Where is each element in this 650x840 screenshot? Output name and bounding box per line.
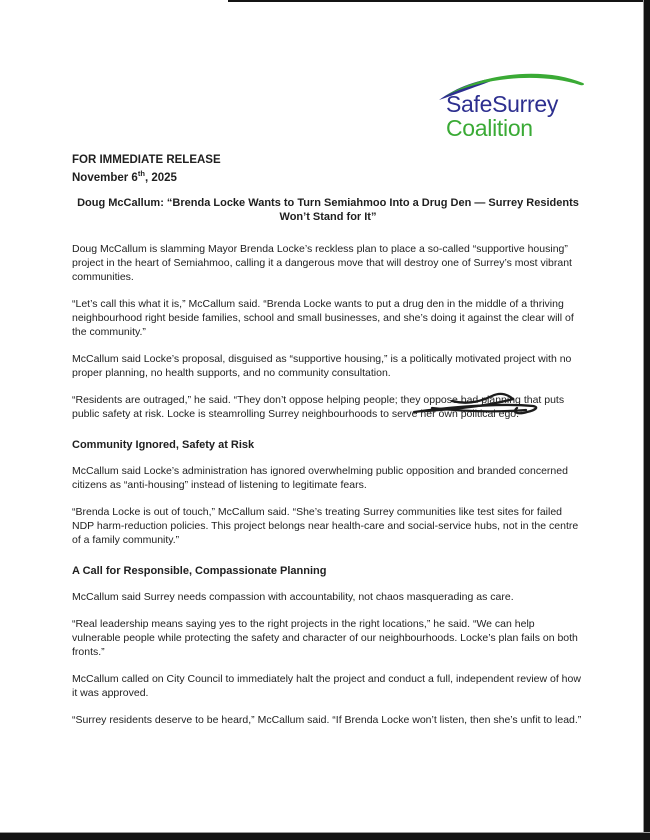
release-date-ordinal: th bbox=[137, 169, 145, 178]
page-edge-top bbox=[228, 0, 650, 2]
paragraph: “Residents are outraged,” he said. “They don’t oppose helping people; they oppose bad planning that puts public safety at risk. Locke is steamrolling Surrey neighbourhoods to serve her own political ego.” bbox=[72, 393, 565, 420]
logo-text-coalition: Coalition bbox=[446, 115, 533, 141]
paragraph: McCallum said Surrey needs compassion with accountability, not chaos masquerading as care. bbox=[72, 590, 514, 603]
section-heading-call-for-planning: A Call for Responsible, Compassionate Planning bbox=[72, 564, 327, 577]
paragraph: McCallum called on City Council to immediately halt the project and conduct a full, independent review of how it was approved. bbox=[72, 672, 581, 699]
safesurrey-coalition-logo bbox=[437, 70, 587, 140]
release-date-year: , 2025 bbox=[144, 171, 177, 184]
paragraph: Doug McCallum is slamming Mayor Brenda Locke’s reckless plan to place a so-called “supportive housing” project in the heart of Semiahmoo, calling it a dangerous move that will destroy one of Surrey’s most vibrant communities. bbox=[72, 242, 572, 283]
page-edge-right bbox=[643, 0, 650, 840]
document-body bbox=[72, 153, 584, 740]
release-label: FOR IMMEDIATE RELEASE bbox=[72, 154, 221, 166]
release-date bbox=[72, 167, 584, 185]
paragraph: “Real leadership means saying yes to the right projects in the right locations,” he said. “We can help vulnerable people while protecting the safety and character of our neighbourhoods. Locke’s plan fails on both fronts.” bbox=[72, 617, 578, 658]
headline: Doug McCallum: “Brenda Locke Wants to Turn Semiahmoo Into a Drug Den — Surrey Residents Won’t Stand for It” bbox=[77, 196, 579, 223]
paragraph: “Let’s call this what it is,” McCallum said. “Brenda Locke wants to put a drug den in the middle of a thriving neighbourhood right beside families, school and small businesses, and she’s doing it against the clear will of the community.” bbox=[72, 297, 574, 338]
paragraph: “Brenda Locke is out of touch,” McCallum said. “She’s treating Surrey communities like test sites for failed NDP harm-reduction policies. This project belongs near health-care and social-service hubs, not in the centre of a family community.” bbox=[72, 505, 579, 546]
section-heading-community-ignored: Community Ignored, Safety at Risk bbox=[72, 438, 255, 451]
release-date-day: November 6 bbox=[72, 171, 138, 184]
paragraph: McCallum said Locke’s proposal, disguised as “supportive housing,” is a politically motivated project with no proper planning, no health supports, and no community consultation. bbox=[72, 352, 572, 379]
logo-text-safesurrey: SafeSurrey bbox=[446, 91, 559, 117]
paragraph: McCallum said Locke’s administration has ignored overwhelming public opposition and branded concerned citizens as “anti-housing” instead of listening to legitimate fears. bbox=[72, 464, 568, 491]
paragraph: “Surrey residents deserve to be heard,” McCallum said. “If Brenda Locke won’t listen, then she’s unfit to lead.” bbox=[72, 713, 582, 726]
page-edge-bottom bbox=[0, 832, 650, 840]
